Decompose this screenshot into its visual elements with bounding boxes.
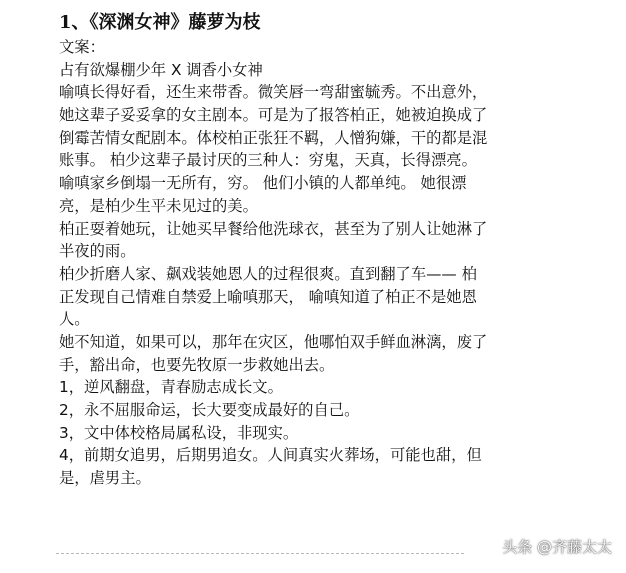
list-item: 4，前期女追男，后期男追女。人间真实火葬场，可能也甜，但 [59,446,482,465]
paragraph-line: 她这辈子妥妥拿的女主剧本。可是为了报答柏正，她被迫换成了 [59,106,488,125]
document-body [59,10,579,490]
list-item: 3，文中体校格局属私设，非现实。 [59,423,299,442]
paragraph-line: 喻嗔家乡倒塌一无所有，穷。 他们小镇的人都单纯。 她很漂 [59,174,467,193]
tagline: 占有欲爆棚少年 X 调香小女神 [59,60,263,79]
paragraph-line: 正发现自己情难自禁爱上喻嗔那天， 喻嗔知道了柏正不是她恩 [59,287,477,306]
paragraph-line: 手，豁出命，也要先牧原一步救她出去。 [59,355,335,374]
book-title: 1、《深渊女神》藤萝为枝 [59,12,261,33]
list-item: 2，永不屈服命运，长大要变成最好的自己。 [59,401,360,419]
paragraph-line: 人。 [59,310,90,329]
paragraph-line: 喻嗔长得好看，还生来带香。微笑唇一弯甜蜜毓秀。不出意外， [59,83,488,102]
paragraph-line: 柏少折磨人家、飙戏装她恩人的过程很爽。直到翻了车—— 柏 [59,264,477,283]
paragraph-line: 柏正耍着她玩，让她买早餐给他洗球衣，甚至为了别人让她淋了 [59,219,488,238]
paragraph-line: 账事。 柏少这辈子最讨厌的三种人：穷鬼，天真，长得漂亮。 [59,151,477,170]
paragraph-line: 半夜的雨。 [59,242,136,261]
paragraph-line: 倒霉苦情女配剧本。体校柏正张狂不羁，人憎狗嫌，干的都是混 [59,128,488,147]
paragraph-line: 她不知道，如果可以，那年在灾区，他哪怕双手鲜血淋漓，废了 [59,332,488,351]
source-watermark: 头条 @齐藤太太 [502,538,612,556]
intro-label: 文案： [59,38,105,56]
list-item: 1，逆风翻盘，青春励志成长文。 [59,378,283,397]
list-item: 是，虐男主。 [59,469,151,488]
page-divider [56,553,464,554]
paragraph-line: 亮，是柏少生平未见过的美。 [59,196,258,215]
